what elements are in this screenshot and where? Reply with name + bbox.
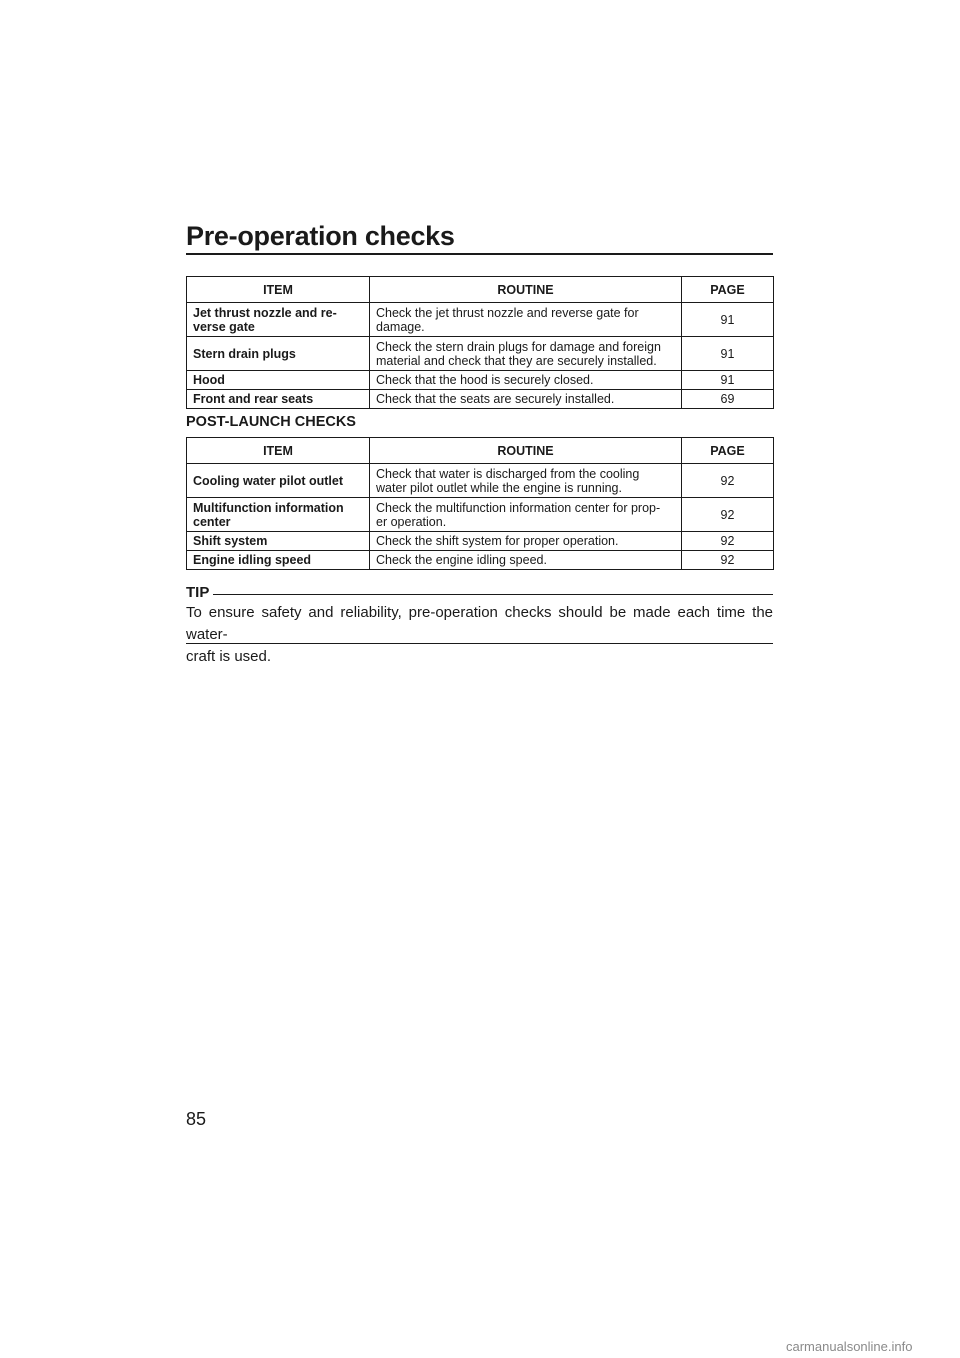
page-cell: 91	[682, 371, 774, 390]
column-header-routine: ROUTINE	[370, 277, 682, 303]
routine-cell: Check the multifunction information center for prop- er operation.	[370, 498, 682, 532]
page-cell: 91	[682, 303, 774, 337]
routine-cell: Check the engine idling speed.	[370, 551, 682, 570]
section-heading: POST-LAUNCH CHECKS	[186, 414, 356, 430]
routine-cell: Check the stern drain plugs for damage and foreign material and check that they are securely installed.	[370, 337, 682, 371]
column-header-item: ITEM	[187, 438, 370, 464]
column-header-routine: ROUTINE	[370, 438, 682, 464]
pre-operation-table	[186, 276, 774, 409]
post-launch-table	[186, 437, 774, 570]
table-row	[187, 498, 774, 532]
page-number: 85	[186, 1109, 207, 1129]
routine-cell: Check the shift system for proper operation.	[370, 532, 682, 551]
column-header-page: PAGE	[682, 277, 774, 303]
item-cell: Stern drain plugs	[187, 337, 370, 371]
routine-cell: Check that water is discharged from the cooling water pilot outlet while the engine is running.	[370, 464, 682, 498]
page-cell: 92	[682, 498, 774, 532]
page-title: Pre-operation checks	[186, 221, 455, 251]
tip-label: TIP	[186, 584, 210, 601]
page-cell: 92	[682, 532, 774, 551]
table-row	[187, 303, 774, 337]
watermark: carmanualsonline.info	[786, 1339, 913, 1354]
table-row	[187, 390, 774, 409]
page-cell: 91	[682, 337, 774, 371]
item-cell: Shift system	[187, 532, 370, 551]
column-header-item: ITEM	[187, 277, 370, 303]
item-cell: Engine idling speed	[187, 551, 370, 570]
table-header-row	[187, 277, 774, 303]
item-cell: Front and rear seats	[187, 390, 370, 409]
page-cell: 69	[682, 390, 774, 409]
routine-cell: Check that the seats are securely installed.	[370, 390, 682, 409]
table-row	[187, 551, 774, 570]
tip-rule	[213, 594, 773, 595]
table-row	[187, 337, 774, 371]
table-row	[187, 371, 774, 390]
item-cell: Jet thrust nozzle and re- verse gate	[187, 303, 370, 337]
tip-rule	[186, 643, 773, 644]
column-header-page: PAGE	[682, 438, 774, 464]
page-cell: 92	[682, 464, 774, 498]
item-cell: Cooling water pilot outlet	[187, 464, 370, 498]
title-rule	[186, 253, 773, 255]
routine-cell: Check the jet thrust nozzle and reverse gate for damage.	[370, 303, 682, 337]
table-row	[187, 532, 774, 551]
page-cell: 92	[682, 551, 774, 570]
routine-cell: Check that the hood is securely closed.	[370, 371, 682, 390]
item-cell: Multifunction information center	[187, 498, 370, 532]
tip-text: To ensure safety and reliability, pre-operation checks should be made each time the water- craft is used.	[186, 604, 773, 665]
table-row	[187, 464, 774, 498]
item-cell: Hood	[187, 371, 370, 390]
table-header-row	[187, 438, 774, 464]
